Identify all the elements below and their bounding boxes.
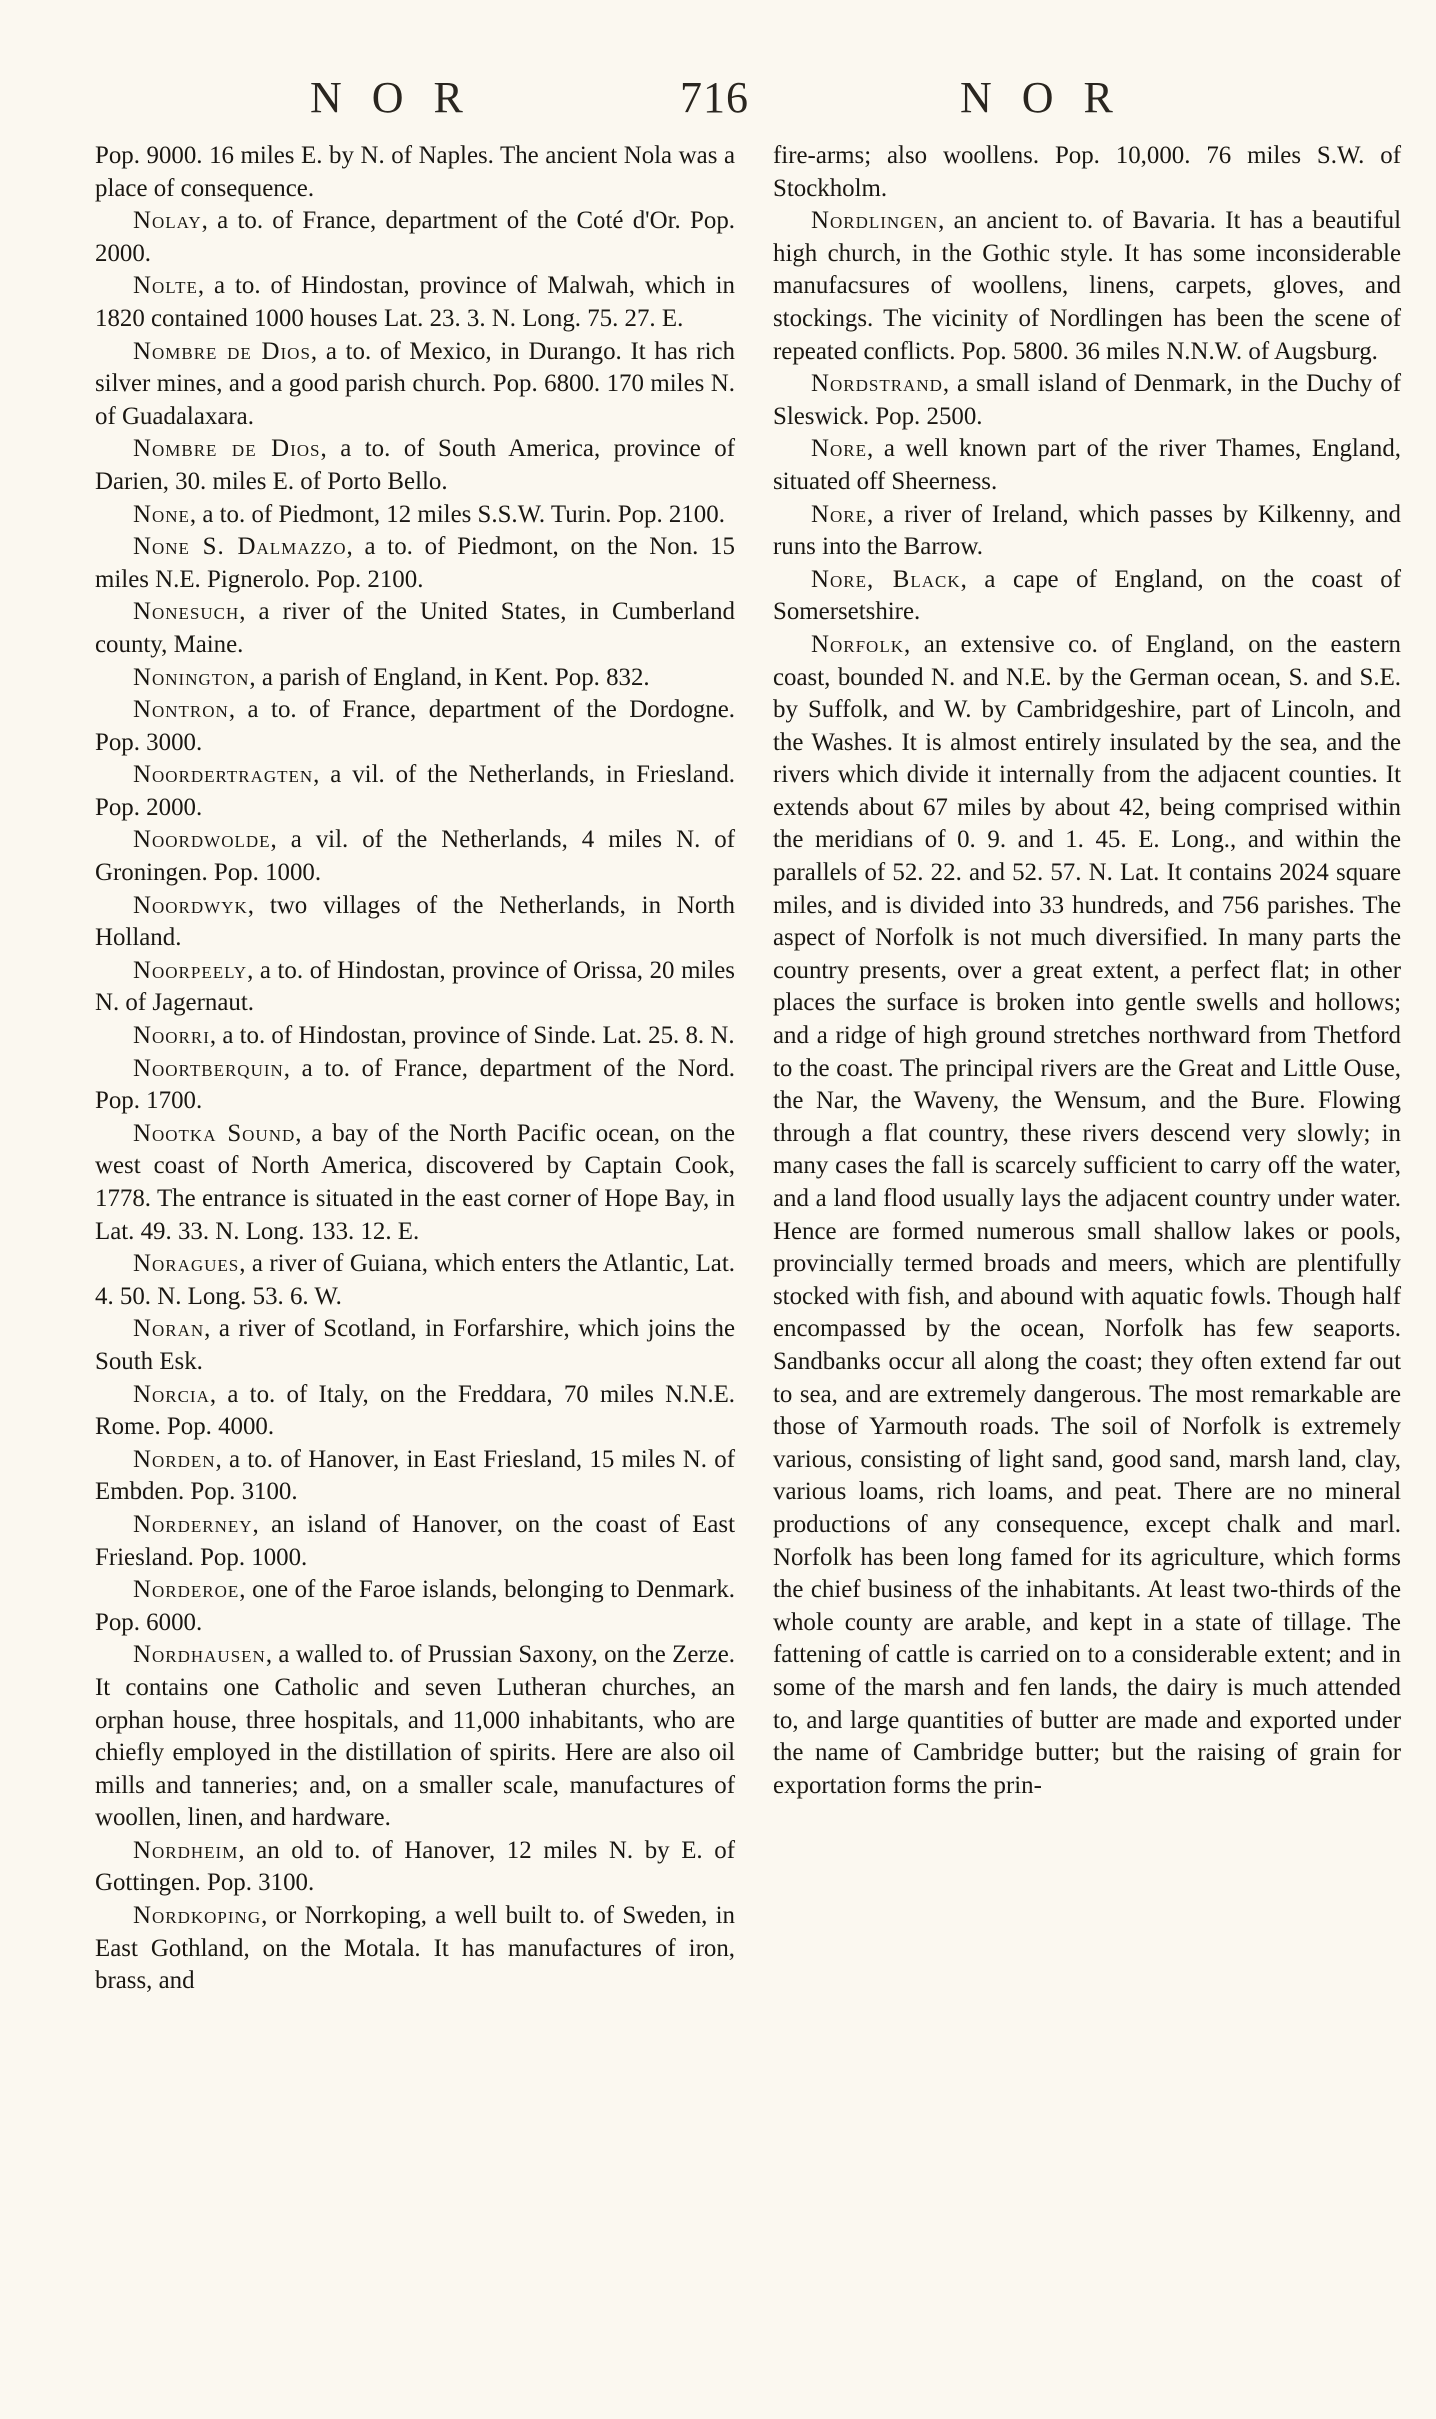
entry-text: , a to. of France, department of the Coté d'Or. Pop. 2000.	[95, 207, 735, 267]
entry-headword: Norden	[133, 1445, 216, 1473]
gazetteer-entry	[95, 759, 735, 824]
entry-headword: Nordheim	[133, 1836, 239, 1864]
entry-headword: Nootka Sound	[133, 1119, 296, 1147]
gazetteer-entry	[95, 1509, 735, 1574]
entry-text: , a to. of Hindostan, province of Sinde. Lat. 25. 8. N.	[209, 1022, 735, 1050]
entry-text: , a vil. of the Netherlands, in Friesland. Pop. 2000.	[95, 761, 735, 821]
entry-headword: Noran	[133, 1315, 205, 1343]
gazetteer-entry	[95, 205, 735, 270]
running-header	[0, 72, 1436, 142]
gazetteer-entry	[95, 1639, 735, 1835]
entry-text: , a to. of France, department of the Dordogne. Pop. 3000.	[95, 696, 735, 756]
entry-text: , a to. of South America, province of Darien, 30. miles E. of Porto Bello.	[95, 435, 736, 495]
gazetteer-entry	[773, 499, 1401, 564]
gazetteer-entry	[773, 433, 1401, 498]
gazetteer-entry	[773, 205, 1401, 368]
gazetteer-entry	[773, 140, 1401, 205]
entry-text: , a to. of Italy, on the Freddara, 70 miles N.N.E. Rome. Pop. 4000.	[95, 1380, 735, 1441]
entry-text: , a bay of the North Pacific ocean, on the west coast of North America, discovered by Captain Cook, 1778. The entrance is situated in the east corner of Hope Bay, in Lat. 49. 33. N. Long. 133. 12. E.	[95, 1119, 736, 1245]
entry-headword: Nolte	[133, 272, 198, 300]
entry-headword: Norderoe	[133, 1576, 240, 1604]
entry-headword: Nordhausen	[133, 1641, 266, 1669]
gazetteer-entry	[773, 564, 1401, 629]
entry-headword: Nordkoping	[133, 1902, 262, 1930]
gazetteer-entry	[95, 824, 735, 889]
entry-text: , an ancient to. of Bavaria. It has a beautiful high church, in the Gothic style. It has some inconsiderable manufacsures of woollens, linens, carpets, gloves, and stockings. The vicinity of Nordlingen has been the scene of repeated conflicts. Pop. 5800. 36 miles N.N.W. of Augsburg.	[773, 207, 1401, 365]
entry-headword: Nonington	[133, 663, 250, 691]
gazetteer-entry	[773, 368, 1401, 433]
entry-headword: Noragues	[133, 1250, 240, 1278]
entry-text: , an extensive co. of England, on the eastern coast, bounded N. and N.E. by the German ocean, S. and S.E. by Suffolk, and W. by Cambridgeshire, part of Lincoln, and the Washes. It is almost entirely insulated by the sea, and the rivers which divide it internally from the adjacent counties. It extends about 67 miles by about 42, being comprised within the meridians of 0. 9. and 1. 45. E. Long., and within the parallels of 52. 22. and 52. 57. N. Lat. It contains 2024 square miles, and is divided into 33 hundreds, and 756 parishes. The aspect of Norfolk is not much diversified. In many parts the country presents, over a great extent, a perfect flat; in other places the surface is broken into gentle swells and hollows; and a ridge of high ground stretches northward from Thetford to the coast. The principal rivers are the Great and Little Ouse, the Nar, the Waveny, the Wensum, and the Bure. Flowing through a flat country, these rivers descend very slowly; in many cases the fall is scarcely sufficient to carry off the water, and a land flood usually lays the adjacent country under water. Hence are formed numerous small shallow lakes or pools, provincially termed broads and meers, which are plentifully stocked with fish, and abound with aquatic fowls. Though half encompassed by the ocean, Norfolk has few seaports. Sandbanks occur all along the coast; they often extend far out to sea, and are extremely dangerous. The most remarkable are those of Yarmouth roads. The soil of Norfolk is extremely various, consisting of light sand, good sand, marsh land, clay, various loams, rich loams, and peat. There are no mineral productions of any consequence, except chalk and marl. Norfolk has been long famed for its agriculture, which forms the chief business of the inhabitants. At least two-thirds of the whole county are arable, and kept in a state of tillage. The fattening of cattle is carried on to a considerable extent; and in some of the marsh and fen lands, the dairy is much attended to, and large quantities of butter are made and exported under the name of Cambridge butter; but the raising of grain for exportation forms the prin-	[773, 630, 1401, 1799]
entry-text: , a cape of England, on the coast of Somersetshire.	[773, 565, 1401, 626]
entry-text: , a river of Scotland, in Forfarshire, which joins the South Esk.	[95, 1315, 735, 1375]
gazetteer-entry	[95, 662, 735, 695]
gazetteer-entry	[95, 1053, 735, 1118]
gazetteer-entry	[95, 955, 735, 1020]
gazetteer-entry	[95, 336, 735, 434]
gazetteer-entry	[95, 1444, 735, 1509]
entry-text: , an old to. of Hanover, 12 miles N. by E. of Gottingen. Pop. 3100.	[95, 1836, 735, 1897]
gazetteer-entry	[95, 1020, 735, 1053]
entry-text: Pop. 9000. 16 miles E. by N. of Naples. The ancient Nola was a place of consequence.	[95, 142, 735, 202]
entry-text: , a to. of France, department of the Nord. Pop. 1700.	[95, 1054, 735, 1115]
entry-headword: Noorpeely	[133, 956, 248, 984]
page-number: 716	[680, 73, 749, 122]
entry-text: , a vil. of the Netherlands, 4 miles N. of Groningen. Pop. 1000.	[95, 826, 735, 887]
entry-text: , a well known part of the river Thames, England, situated off Sheerness.	[773, 435, 1401, 495]
gazetteer-entry	[95, 1248, 735, 1313]
entry-text: , a walled to. of Prussian Saxony, on the Zerze. It contains one Catholic and seven Lutheran churches, an orphan house, three hospitals, and 11,000 inhabitants, who are chiefly employed in the distillation of spirits. Here are also oil mills and tanneries; and, on a smaller scale, manufactures of woollen, linen, and hardware.	[95, 1641, 735, 1832]
entry-text: , a river of Ireland, which passes by Kilkenny, and runs into the Barrow.	[773, 500, 1401, 561]
entry-headword: Nontron	[133, 696, 229, 724]
entry-text: , a to. of Mexico, in Durango. It has rich silver mines, and a good parish church. Pop. 6800. 170 miles N. of Guadalaxara.	[95, 337, 735, 430]
header-left: NOR	[310, 73, 493, 122]
entry-headword: None	[133, 500, 190, 528]
entry-headword: Norcia	[133, 1380, 210, 1408]
gazetteer-entry	[95, 1574, 735, 1639]
entry-headword: Noordwolde	[133, 826, 271, 854]
right-column	[773, 140, 1401, 1802]
entry-text: , a to. of Piedmont, 12 miles S.S.W. Turin. Pop. 2100.	[189, 500, 725, 528]
entry-headword: Nombre de Dios	[133, 337, 311, 365]
entry-headword: Nolay	[133, 207, 202, 235]
entry-headword: Nordlingen	[811, 207, 939, 235]
gazetteer-entry	[95, 1835, 735, 1900]
entry-text: , or Norrkoping, a well built to. of Sweden, in East Gothland, on the Motala. It has manufactures of iron, brass, and	[95, 1902, 735, 1995]
entry-headword: Nore	[811, 500, 867, 528]
entry-headword: Nonesuch	[133, 598, 240, 626]
entry-text: , a river of the United States, in Cumberland county, Maine.	[95, 598, 735, 658]
gazetteer-entry	[95, 499, 735, 532]
entry-headword: Nombre de Dios	[133, 435, 321, 463]
gazetteer-entry	[95, 531, 735, 596]
entry-headword: Noordertragten	[133, 761, 314, 789]
gazetteer-entry	[95, 694, 735, 759]
gazetteer-entry	[95, 140, 735, 205]
entry-headword: None S. Dalmazzo	[133, 533, 347, 561]
entry-text: , a to. of Hindostan, province of Malwah, which in 1820 contained 1000 houses Lat. 23. 3. N. Long. 75. 27. E.	[95, 272, 735, 332]
entry-text: fire-arms; also woollens. Pop. 10,000. 76 miles S.W. of Stockholm.	[773, 142, 1401, 202]
entry-text: , a small island of Denmark, in the Duchy of Sleswick. Pop. 2500.	[773, 370, 1401, 430]
entry-headword: Noorri	[133, 1022, 210, 1050]
gazetteer-entry	[95, 596, 735, 661]
entry-text: , a river of Guiana, which enters the Atlantic, Lat. 4. 50. N. Long. 53. 6. W.	[95, 1250, 735, 1310]
gazetteer-entry	[95, 1900, 735, 1998]
header-right: NOR	[960, 73, 1143, 122]
entry-text: , a parish of England, in Kent. Pop. 832.	[249, 663, 650, 691]
entry-headword: Norderney	[133, 1510, 253, 1538]
entry-text: , two villages of the Netherlands, in North Holland.	[95, 891, 735, 952]
entry-text: , one of the Faroe islands, belonging to Denmark. Pop. 6000.	[95, 1576, 735, 1636]
entry-text: , a to. of Hindostan, province of Orissa, 20 miles N. of Jagernaut.	[95, 956, 735, 1017]
gazetteer-entry	[95, 270, 735, 335]
entry-headword: Nordstrand	[811, 370, 943, 398]
entry-text: , a to. of Piedmont, on the Non. 15 miles N.E. Pignerolo. Pop. 2100.	[95, 533, 735, 593]
gazetteer-entry	[773, 629, 1401, 1802]
gazetteer-entry	[95, 1118, 735, 1248]
entry-text: , an island of Hanover, on the coast of East Friesland. Pop. 1000.	[95, 1510, 735, 1571]
entry-headword: Noortberquin	[133, 1054, 284, 1082]
entry-headword: Noordwyk	[133, 891, 248, 919]
entry-headword: Nore	[811, 435, 867, 463]
entry-text: , a to. of Hanover, in East Friesland, 15 miles N. of Embden. Pop. 3100.	[95, 1445, 735, 1506]
entry-headword: Nore, Black	[811, 565, 961, 593]
entry-headword: Norfolk	[811, 630, 904, 658]
gazetteer-entry	[95, 1379, 735, 1444]
gazetteer-entry	[95, 433, 735, 498]
gazetteer-entry	[95, 1313, 735, 1378]
left-column	[95, 140, 735, 1998]
gazetteer-entry	[95, 890, 735, 955]
